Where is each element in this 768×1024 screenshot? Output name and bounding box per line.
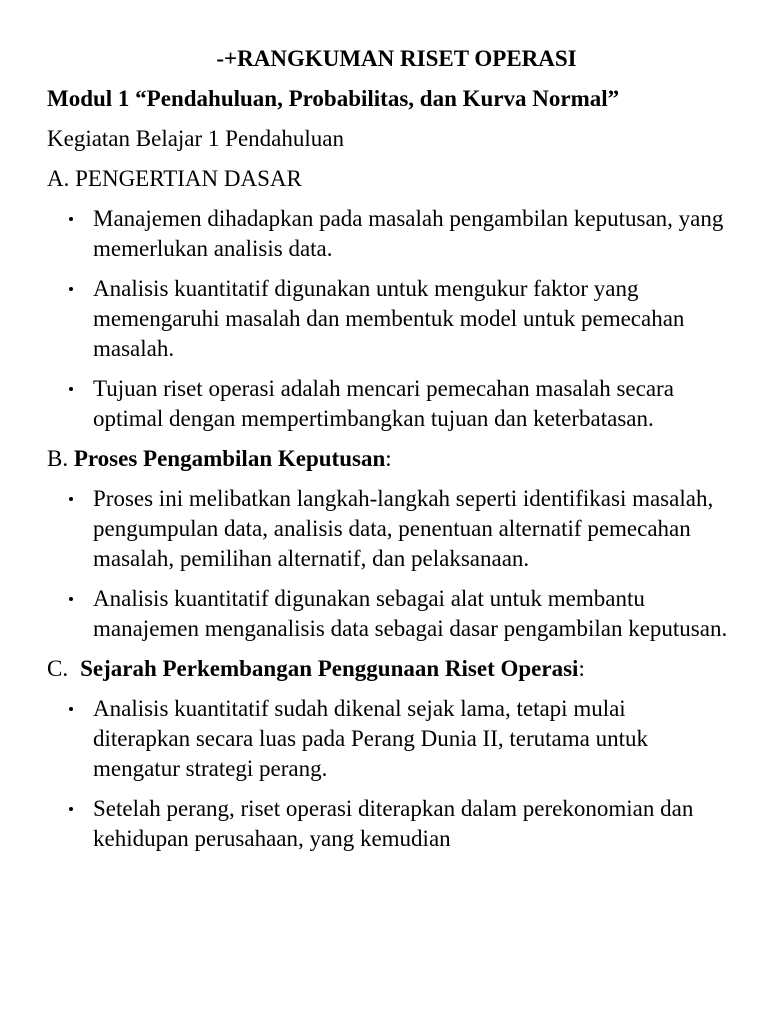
document-title: -+RANGKUMAN RISET OPERASI [216, 46, 577, 71]
kegiatan-belajar-title: Kegiatan Belajar 1 Pendahuluan [47, 126, 344, 151]
list-item-text: Analisis kuantitatif digunakan untuk mengukur faktor yang memengaruhi masalah dan membentuk model untuk pemecahan masalah. [93, 276, 685, 361]
section-c-list [47, 694, 728, 854]
section-a-title: PENGERTIAN DASAR [75, 166, 302, 191]
list-item [47, 274, 728, 364]
section-c-suffix: : [578, 656, 585, 681]
list-item [47, 794, 728, 854]
section-c-heading [47, 654, 728, 684]
bullet-icon [69, 597, 73, 601]
bullet-icon [69, 807, 73, 811]
bullet-icon [69, 387, 73, 391]
section-a-list [47, 204, 728, 434]
list-item-text: Setelah perang, riset operasi diterapkan dalam perekonomian dan kehidupan perusahaan, yang kemudian [93, 796, 694, 851]
list-item [47, 694, 728, 784]
list-item [47, 484, 728, 574]
section-a-prefix: A. [47, 166, 76, 191]
bullet-icon [69, 287, 73, 291]
list-item-text: Manajemen dihadapkan pada masalah pengambilan keputusan, yang memerlukan analisis data. [93, 206, 724, 261]
bullet-icon [69, 217, 73, 221]
section-b-title: Proses Pengambilan Keputusan [73, 446, 386, 471]
section-b-heading [47, 444, 728, 474]
list-item [47, 374, 728, 434]
section-a-heading [47, 164, 728, 194]
list-item-text: Proses ini melibatkan langkah-langkah seperti identifikasi masalah, pengumpulan data, analisis data, penentuan alternatif pemecahan masalah, pemilihan alternatif, dan pelaksanaan. [93, 486, 714, 571]
list-item-text: Analisis kuantitatif digunakan sebagai alat untuk membantu manajemen menganalisis data sebagai dasar pengambilan keputusan. [93, 586, 728, 641]
bullet-icon [69, 497, 73, 501]
section-c-title: Sejarah Perkembangan Penggunaan Riset Operasi [80, 656, 579, 681]
section-b-list [47, 484, 728, 644]
bullet-icon [69, 707, 73, 711]
section-c-prefix: C. [47, 656, 69, 681]
list-item-text: Tujuan riset operasi adalah mencari pemecahan masalah secara optimal dengan mempertimbangkan tujuan dan keterbatasan. [93, 376, 674, 431]
module-title: Modul 1 “Pendahuluan, Probabilitas, dan Kurva Normal” [47, 86, 620, 111]
list-item [47, 204, 728, 264]
list-item [47, 584, 728, 644]
list-item-text: Analisis kuantitatif sudah dikenal sejak lama, tetapi mulai diterapkan secara luas pada Perang Dunia II, terutama untuk mengatur strategi perang. [93, 696, 648, 781]
section-b-prefix: B. [47, 446, 74, 471]
section-b-suffix: : [385, 446, 392, 471]
